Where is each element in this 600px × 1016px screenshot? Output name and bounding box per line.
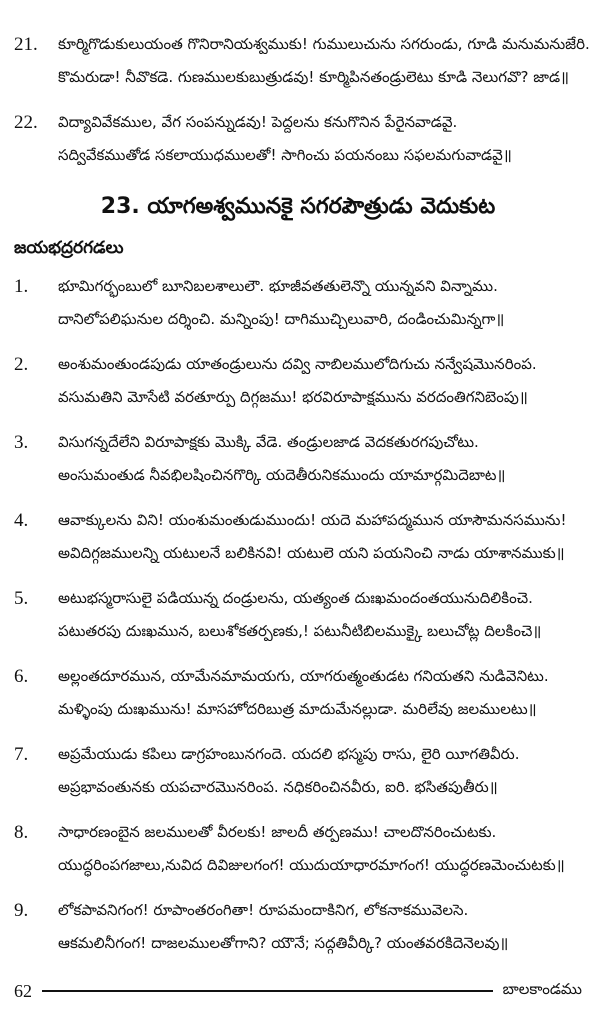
verse-line: కూర్మిగొడుకులుయంత గొనిరానియశ్వముకు! గుములుచును సగరుండు, గూడి మనుమనుజేరి.: [58, 35, 590, 53]
verse-number: 6.: [14, 666, 29, 687]
section-subtitle: జయభద్రరగడలు: [14, 238, 124, 258]
verse-number: 22.: [14, 112, 38, 133]
section-title: 23. యాగఅశ్వమునకై సగరపౌత్రుడు వెదుకుట: [100, 194, 496, 219]
verse-number: 5.: [14, 588, 29, 609]
verse-line: అంసుమంతుడ నీవభిలషించినగొర్కి యదెతీరునికముందు యామార్గమిదెబాట॥: [58, 466, 506, 484]
verse-line: భూమిగర్భంబులో బూనిబలశాలులౌ. భూజీవతతులెన్నొ యున్నవని విన్నాము.: [58, 277, 498, 295]
verse-number: 8.: [14, 822, 29, 843]
verse-number: 2.: [14, 354, 29, 375]
verse-line: దానిలోపలిఘనుల దర్శించి. మన్నింపు! దాగిముచ్చిలువారి, దండించుమిన్నగా॥: [58, 310, 505, 328]
verse-line: అవిదిగ్గజములన్ని యటులనే బలికినవి! యటులె యని పయనించి నాడు యాశానముకు॥: [58, 544, 565, 562]
page-number: 62: [14, 980, 32, 1001]
verse: [14, 738, 582, 804]
verse-line: వసుమతిని మోసేటి వరతూర్పు దిగ్గజము! భరవిరూపాక్షమును వరదంతిగనిబెంపు॥: [58, 388, 528, 406]
verse-line: అటుభస్మరాసులై పడియున్న దండ్రులను, యత్యంత దుఃఖమందంతయునుదిలికించె.: [58, 589, 533, 607]
verse-number: 4.: [14, 510, 29, 531]
page-footer: [14, 980, 582, 1002]
verse: [14, 660, 582, 726]
verse-line: ఆవాక్కులను విని! యంశుమంతుడుముందు! యదె మహాపద్మమున యాసౌమనసమును!: [58, 511, 567, 529]
verse-line: విద్యావివేకముల, వేగ సంపన్నుడవు! పెద్దలను కనుగొనిన పేరైనవాడవై.: [58, 113, 458, 131]
verse-line: అప్రమేయుడు కపిలు డాగ్రహంబునగందె. యదలి భస్మపు రాసు, లైరి యీగతివీరు.: [58, 745, 520, 763]
verse-line: ఆకమలినీగంగ! దాజలములతోగాని? యౌనే; సద్గతివీర్కి? యంతవరకిదెనెలవు॥: [58, 934, 509, 952]
verse: [14, 348, 582, 414]
verse: [14, 426, 582, 492]
verse-line: పటుతరపు దుఃఖమున, బలుశోకతర్పణకు,! పటునీటిబిలముక్కై బలుచోట్ల దిలకించె॥: [58, 622, 542, 640]
verse-number: 1.: [14, 276, 29, 297]
book-name: బాలకాండము: [502, 980, 582, 998]
verse-number: 9.: [14, 900, 29, 921]
verse: [14, 894, 582, 960]
verse-line: సద్వివేకముతోడ సకలాయుధములతో! సాగించు పయనంబు సఫలమగువాడవై॥: [58, 146, 512, 164]
verse-line: మళ్ళింపు దుఃఖమును! మాసహోదరిబుత్ర మాదుమేనల్లుడా. మరిలేవు జలములటు॥: [58, 700, 537, 718]
footer-rule: [42, 990, 493, 992]
verse-line: విసుగన్నదేలేని విరూపాక్షకు మొక్కి వేడె. తండ్రులజాడ వెదకతురగపుచోటు.: [58, 433, 479, 451]
verse: [14, 106, 582, 172]
verse: [14, 816, 582, 882]
verse: [14, 28, 590, 94]
verse-list: [14, 270, 582, 960]
verse-number: 21.: [14, 34, 38, 55]
top-verses: [14, 28, 590, 172]
verse-number: 7.: [14, 744, 29, 765]
verse-line: అప్రభావంతునకు యపచారమొనరింప. నధికరించినవీరు, ఐరి. భసితపుతీరు॥: [58, 778, 498, 796]
verse: [14, 504, 582, 570]
verse-line: అల్లంతదూరమున, యామేనమామయగు, యాగరుత్మంతుడట గనియతని నుడివెనిటు.: [58, 667, 549, 685]
verse-line: లోకపావనిగంగ! రూపాంతరంగితా! రూపమందాకినిగ, లోకనాకమువెలసె.: [58, 901, 469, 919]
verse: [14, 270, 582, 336]
verse: [14, 582, 582, 648]
verse-line: కొమరుడా! నీవొకడె. గుణములకుబుత్రుడవు! కూర్మిపినతండ్రులెటు కూడి నెలుగవొ? జాడ॥: [58, 68, 570, 86]
verse-number: 3.: [14, 432, 29, 453]
verse-line: అంశుమంతుండపుడు యాతండ్రులును దవ్వి నాబిలములోదిగుచు నన్వేషమొనరింప.: [58, 355, 537, 373]
verse-line: యుద్ధరింపగజాలు,నువిద దివిజులగంగ! యుదుయాధారమాగంగ! యుద్ధరణమెంచుటకు॥: [58, 856, 565, 874]
verse-line: సాధారణంబైన జలములతో వీరలకు! జాలదీ తర్పణము! చాలదొనరించుటకు.: [58, 823, 497, 841]
